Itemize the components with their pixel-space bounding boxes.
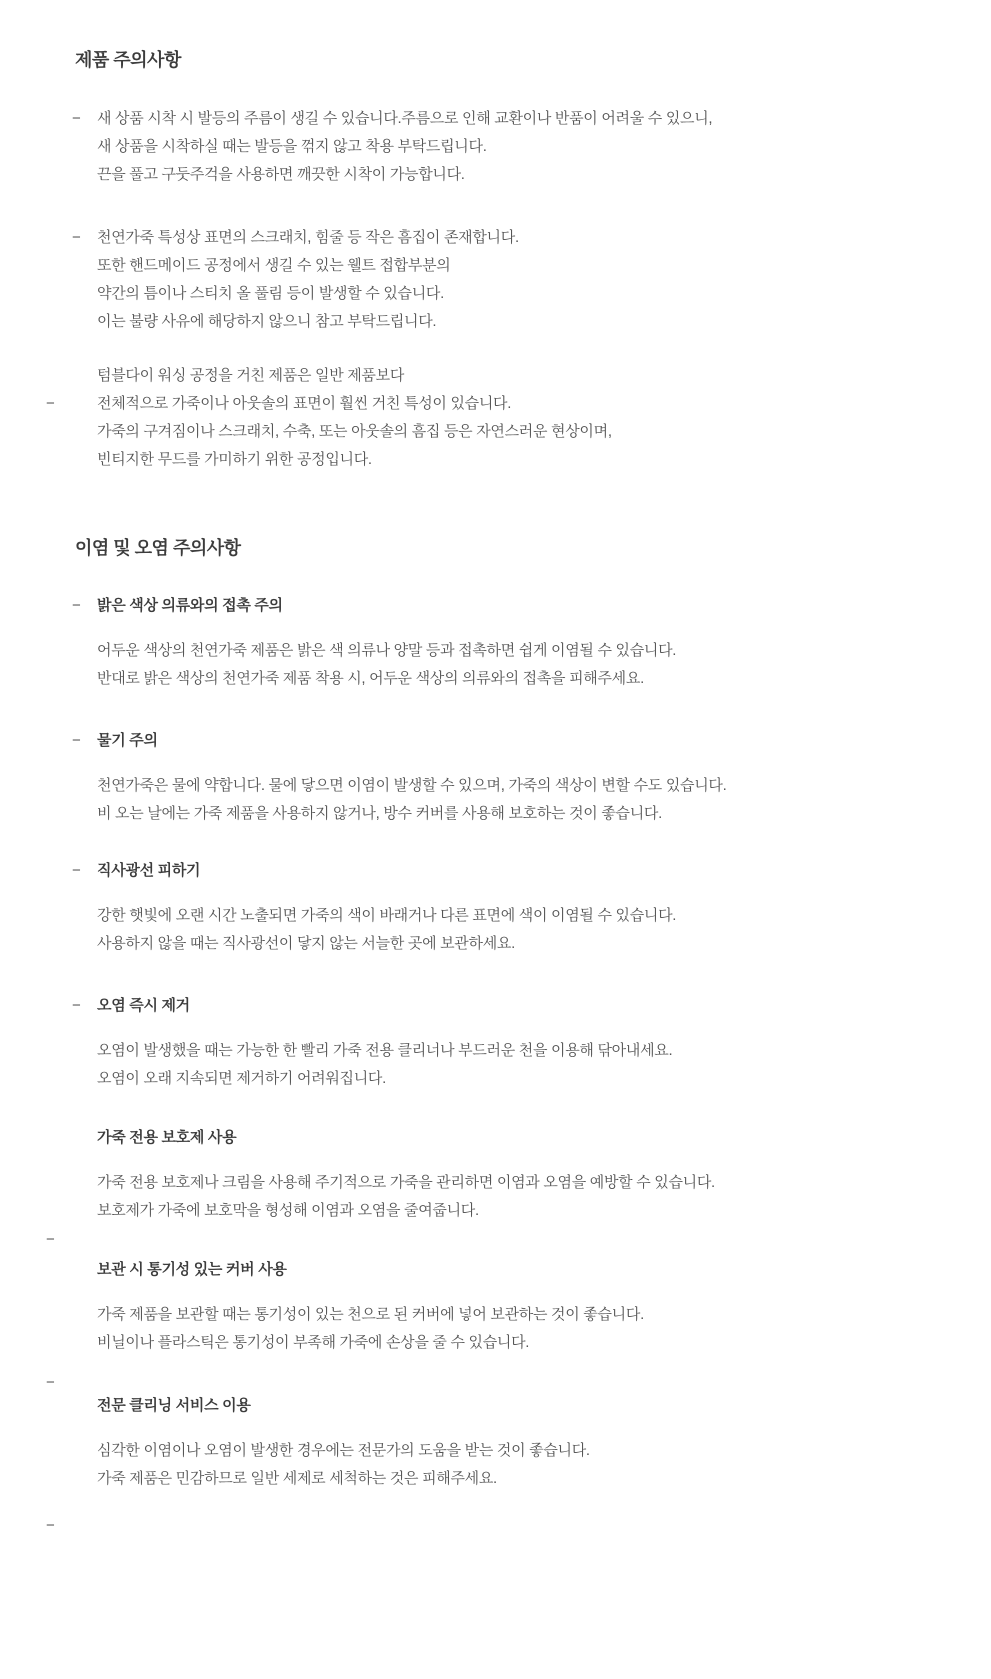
paragraph-line: 심각한 이염이나 오염이 발생한 경우에는 전문가의 도움을 받는 것이 좋습니다.: [97, 1442, 590, 1459]
subsection-heading-moisture-warning: [72, 727, 158, 755]
stray-dash-marker: −: [46, 1231, 55, 1248]
bullet-line: 끈을 풀고 구둣주걱을 사용하면 깨끗한 시착이 가능합니다.: [97, 166, 465, 183]
subsection-heading-label: 직사광선 피하기: [97, 862, 201, 879]
subsection-body-moisture-warning: [97, 772, 726, 828]
dash-marker: −: [72, 997, 81, 1014]
subsection-heading-professional-cleaning: 전문 클리닝 서비스 이용: [97, 1397, 251, 1414]
dash-marker: −: [72, 597, 81, 614]
subsection-body-contact-warning: [97, 637, 676, 693]
paragraph-line: 가죽 전용 보호제나 크림을 사용해 주기적으로 가죽을 관리하면 이염과 오염을 예방할 수 있습니다.: [97, 1174, 715, 1191]
paragraph-line: 빈티지한 무드를 가미하기 위한 공정입니다.: [97, 451, 372, 468]
subsection-body-breathable-cover: [97, 1301, 644, 1357]
subsection-heading-contact-warning: [72, 592, 283, 620]
paragraph-line: 오염이 오래 지속되면 제거하기 어려워집니다.: [97, 1070, 386, 1087]
subsection-body-professional-cleaning: [97, 1437, 590, 1493]
paragraph-line: 보호제가 가죽에 보호막을 형성해 이염과 오염을 줄여줍니다.: [97, 1202, 479, 1219]
subsection-heading-label: 밝은 색상 의류와의 접촉 주의: [97, 597, 283, 614]
bullet-text: [97, 224, 519, 336]
bullet-text: [97, 105, 712, 189]
subsection-heading-stain-removal: [72, 992, 190, 1020]
section-title-stain-precautions: 이염 및 오염 주의사항: [75, 538, 241, 558]
stray-dash-marker: −: [46, 1374, 55, 1391]
bullet-line: 약간의 틈이나 스티치 올 풀림 등이 발생할 수 있습니다.: [97, 285, 444, 302]
bullet-item-leather-traits: [72, 224, 519, 336]
bullet-line: 또한 핸드메이드 공정에서 생길 수 있는 웰트 접합부분의: [97, 257, 451, 274]
paragraph-line: 가죽의 구겨짐이나 스크래치, 수축, 또는 아웃솔의 흠집 등은 자연스러운 현상이며,: [97, 423, 612, 440]
bullet-item-fitting: [72, 105, 712, 189]
bullet-line: 새 상품 시착 시 발등의 주름이 생길 수 있습니다.주름으로 인해 교환이나 반품이 어려울 수 있으니,: [97, 110, 713, 127]
dash-marker: −: [72, 732, 81, 749]
paragraph-line: 비 오는 날에는 가죽 제품을 사용하지 않거나, 방수 커버를 사용해 보호하는 것이 좋습니다.: [97, 805, 662, 822]
stray-dash-marker: −: [46, 1517, 55, 1534]
paragraph-line: 강한 햇빛에 오랜 시간 노출되면 가죽의 색이 바래거나 다른 표면에 색이 이염될 수 있습니다.: [97, 907, 677, 924]
paragraph-line: 반대로 밝은 색상의 천연가죽 제품 착용 시, 어두운 색상의 의류와의 접촉을 피해주세요.: [97, 670, 644, 687]
paragraph-line: 천연가죽은 물에 약합니다. 물에 닿으면 이염이 발생할 수 있으며, 가죽의 색상이 변할 수도 있습니다.: [97, 777, 727, 794]
paragraph-line: 오염이 발생했을 때는 가능한 한 빨리 가죽 전용 클리너나 부드러운 천을 이용해 닦아내세요.: [97, 1042, 673, 1059]
dash-marker: −: [72, 229, 81, 246]
section-title-product-precautions: 제품 주의사항: [75, 50, 181, 70]
bullet-line: 이는 불량 사유에 해당하지 않으니 참고 부탁드립니다.: [97, 313, 437, 330]
subsection-body-sunlight-warning: [97, 902, 676, 958]
paragraph-line: 사용하지 않을 때는 직사광선이 닿지 않는 서늘한 곳에 보관하세요.: [97, 935, 515, 952]
subsection-body-stain-removal: [97, 1037, 672, 1093]
subsection-body-protectant-use: [97, 1169, 715, 1225]
paragraph-line: 텀블다이 워싱 공정을 거친 제품은 일반 제품보다: [97, 367, 405, 384]
subsection-heading-label: 오염 즉시 제거: [97, 997, 190, 1014]
bullet-line: 천연가죽 특성상 표면의 스크래치, 힘줄 등 작은 흠집이 존재합니다.: [97, 229, 519, 246]
subsection-heading-protectant-use: 가죽 전용 보호제 사용: [97, 1129, 237, 1146]
bullet-line: 새 상품을 시착하실 때는 발등을 꺾지 않고 착용 부탁드립니다.: [97, 138, 487, 155]
paragraph-tumble-washing: [97, 362, 612, 474]
subsection-heading-sunlight-warning: [72, 857, 200, 885]
subsection-heading-breathable-cover: 보관 시 통기성 있는 커버 사용: [97, 1261, 287, 1278]
paragraph-line: 어두운 색상의 천연가죽 제품은 밝은 색 의류나 양말 등과 접촉하면 쉽게 이염될 수 있습니다.: [97, 642, 677, 659]
stray-dash-marker: −: [46, 395, 55, 412]
dash-marker: −: [72, 862, 81, 879]
paragraph-line: 전체적으로 가죽이나 아웃솔의 표면이 훨씬 거친 특성이 있습니다.: [97, 395, 512, 412]
dash-marker: −: [72, 110, 81, 127]
paragraph-line: 가죽 제품은 민감하므로 일반 세제로 세척하는 것은 피해주세요.: [97, 1470, 497, 1487]
paragraph-line: 비닐이나 플라스틱은 통기성이 부족해 가죽에 손상을 줄 수 있습니다.: [97, 1334, 530, 1351]
paragraph-line: 가죽 제품을 보관할 때는 통기성이 있는 천으로 된 커버에 넣어 보관하는 것이 좋습니다.: [97, 1306, 644, 1323]
subsection-heading-label: 물기 주의: [97, 732, 158, 749]
